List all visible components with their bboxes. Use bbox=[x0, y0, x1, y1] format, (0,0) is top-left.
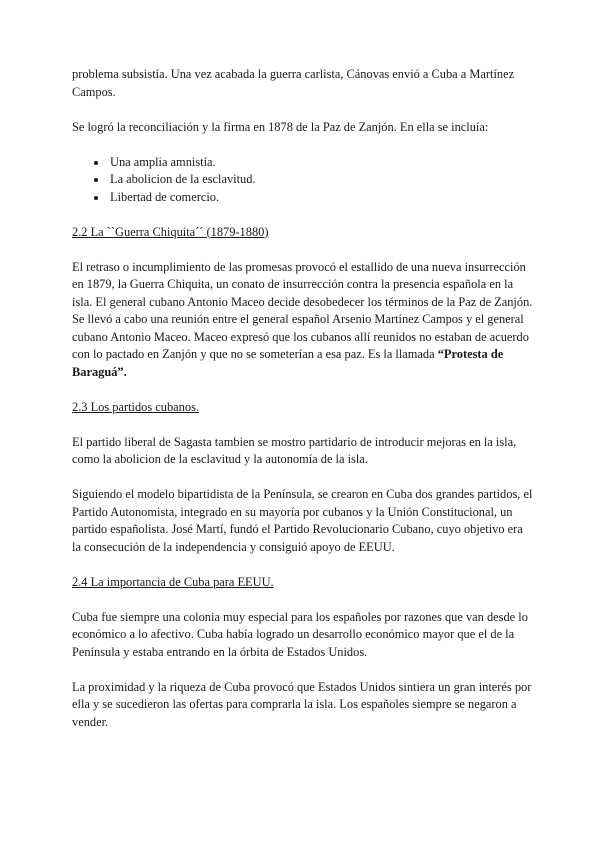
paragraph-text: El retraso o incumplimiento de las promesas provocó el estallido de una nueva insurrección en 1879, la Guerra Chiquita, un conato de insurrección contra la presencia española en la isla. El general cubano Antonio Maceo decide desobedecer los términos de la Paz de Zanjón. Se llevó a cabo una reunión entre el general español Arsenio Martínez Campos y el general cubano Antonio Maceo. Maceo expresó que los cubanos allí reunidos no estaban de acuerdo con lo pactado en Zanjón y que no se someterían a esa paz. Es la llamada bbox=[72, 259, 533, 361]
section-heading-2-2: 2.2 La ``Guerra Chiquita´´ (1879-1880) bbox=[72, 224, 269, 239]
section-2-3-paragraph-2: Siguiendo el modelo bipartidista de la Península, se crearon en Cuba dos grandes partidos, el Partido Autonomista, integrado en su mayoría por cubanos y la Unión Constitucional, un partido españolista. José Martí, fundó el Partido Revolucionario Cubano, cuyo objetivo era la consecución de la independencia y consiguió apoyo de EEUU. bbox=[72, 487, 533, 554]
section-2-2-paragraph bbox=[72, 259, 534, 382]
treaty-terms-list bbox=[72, 154, 534, 207]
list-item: • Libertad de comercio. bbox=[108, 189, 534, 207]
section-heading-2-3: 2.3 Los partidos cubanos. bbox=[72, 399, 199, 414]
document-body bbox=[72, 66, 534, 749]
section-2-3-paragraph-1: El partido liberal de Sagasta tambien se mostro partidario de introducir mejoras en la isla, como la abolicion de la esclavitud y la autonomía de la isla. bbox=[72, 434, 517, 466]
list-item: • La abolicion de la esclavitud. bbox=[108, 171, 534, 189]
section-heading-2-4: 2.4 La importancia de Cuba para EEUU. bbox=[72, 574, 274, 589]
intro-paragraph-1: problema subsistía. Una vez acabada la guerra carlista, Cánovas envió a Cuba a Martínez Campos. bbox=[72, 67, 515, 99]
intro-paragraph-2: Se logró la reconciliación y la firma en 1878 de la Paz de Zanjón. En ella se incluía: bbox=[72, 119, 489, 134]
section-2-4-paragraph-1: Cuba fue siempre una colonia muy especial para los españoles por razones que van desde lo económico a lo afectivo. Cuba había logrado un desarrollo económico mayor que el de la Península y estaba entrando en la órbita de Estados Unidos. bbox=[72, 609, 528, 659]
list-item: • Una amplia amnistía. bbox=[108, 154, 534, 172]
section-2-4-paragraph-2: La proximidad y la riqueza de Cuba provocó que Estados Unidos sintiera un gran interés por ella y se sucedieron las ofertas para comprarla la isla. Los españoles siempre se negaron a vender. bbox=[72, 679, 532, 729]
protesta-baragua-bold: “Protesta de Baraguá”. bbox=[72, 347, 504, 379]
